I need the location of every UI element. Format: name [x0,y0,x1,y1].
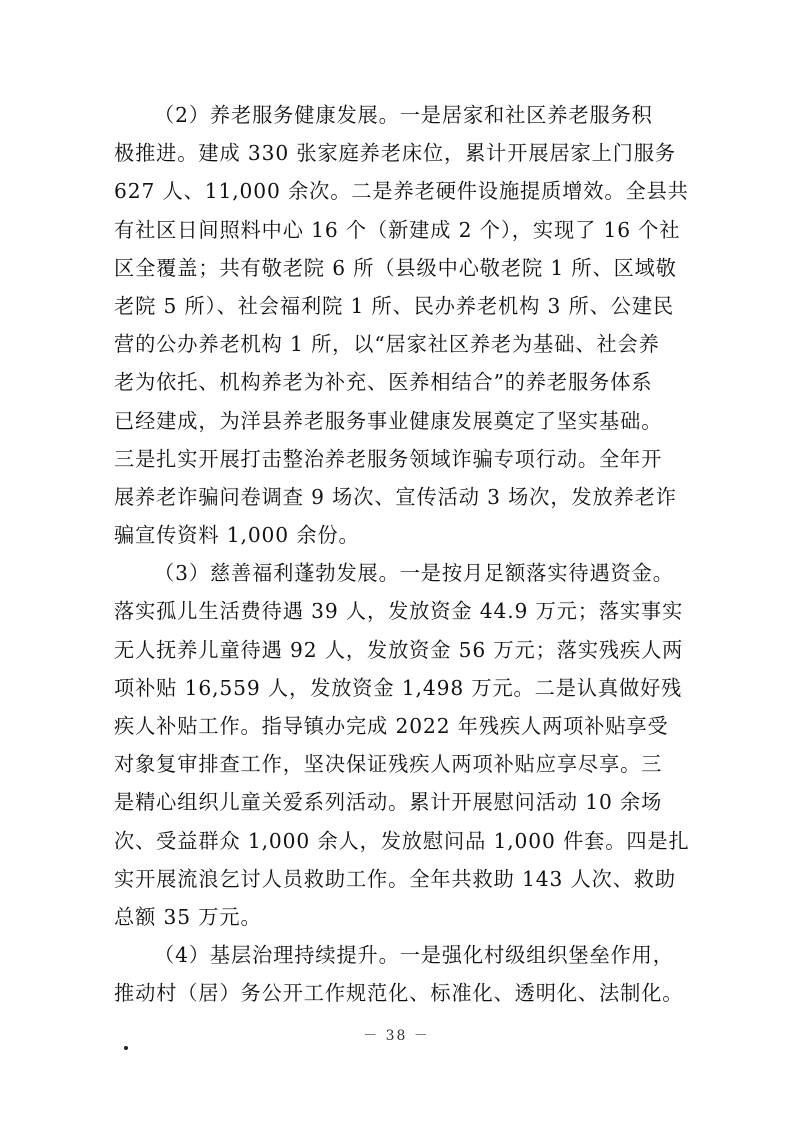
paragraph-3-line-8: 次、受益群众 1,000 余人，发放慰问品 1,000 件套。四是扎 [114,828,690,853]
paragraph-3-line-4: 项补贴 16,559 人，发放资金 1,498 万元。二是认真做好残 [114,675,683,700]
paragraph-3-line-2: 落实孤儿生活费待遇 39 人，发放资金 44.9 万元；落实事实 [114,599,684,624]
paragraph-3-line-1: （3）慈善福利蓬勃发展。一是按月足额落实待遇资金。 [154,561,674,586]
paragraph-3-line-5: 疾人补贴工作。指导镇办完成 2022 年残疾人两项补贴享受 [114,714,669,738]
paragraph-2-line-7: 营的公办养老机构 1 所，以“居家社区养老为基础、社会养 [114,332,660,357]
paragraph-3-line-6: 对象复审排查工作，坚决保证残疾人两项补贴应享尽享。三 [114,752,663,777]
paragraph-3-line-10: 总额 35 万元。 [114,904,262,929]
paragraph-2-line-3: 627 人、11,000 余次。二是养老硬件设施提质增效。全县共 [114,179,689,204]
paragraph-3-line-3: 无人抚养儿童待遇 92 人，发放资金 56 万元；落实残疾人两 [114,637,684,662]
paragraph-2-line-11: 展养老诈骗问卷调查 9 场次、宣传活动 3 场次，发放养老诈 [114,484,677,509]
paragraph-2-line-9: 已经建成，为洋县养老服务事业健康发展奠定了坚实基础。 [114,408,663,433]
paragraph-2-line-10: 三是扎实开展打击整治养老服务领域诈骗专项行动。全年开 [114,446,663,471]
paragraph-4-line-2: 推动村（居）务公开工作规范化、标准化、透明化、法制化。 [114,981,684,1006]
paragraph-3-line-9: 实开展流浪乞讨人员救助工作。全年共救助 143 人次、救助 [114,866,676,891]
body-text [114,96,690,1013]
paragraph-2-line-4: 有社区日间照料中心 16 个（新建成 2 个），实现了 16 个社 [114,217,681,242]
paragraph-4-line-1: （4）基层治理持续提升。一是强化村级组织堡垒作用， [154,943,674,968]
stray-dot-mark [124,1046,128,1050]
paragraph-2-line-2: 极推进。建成 330 张家庭养老床位，累计开展居家上门服务 [114,141,676,166]
paragraph-2-line-6: 老院 5 所）、社会福利院 1 所、民办养老机构 3 所、公建民 [114,293,675,318]
paragraph-2-line-5: 区全覆盖；共有敬老院 6 所（县级中心敬老院 1 所、区域敬 [114,255,677,280]
paragraph-3-line-7: 是精心组织儿童关爱系列活动。累计开展慰问活动 10 余场 [114,790,663,815]
paragraph-2-line-1: （2）养老服务健康发展。一是居家和社区养老服务积 [154,103,653,127]
paragraph-2-line-8: 老为依托、机构养老为补充、医养相结合”的养老服务体系 [114,370,653,395]
page-number: － 38 － [363,1028,430,1044]
paragraph-2-line-12: 骗宣传资料 1,000 余份。 [114,523,360,548]
